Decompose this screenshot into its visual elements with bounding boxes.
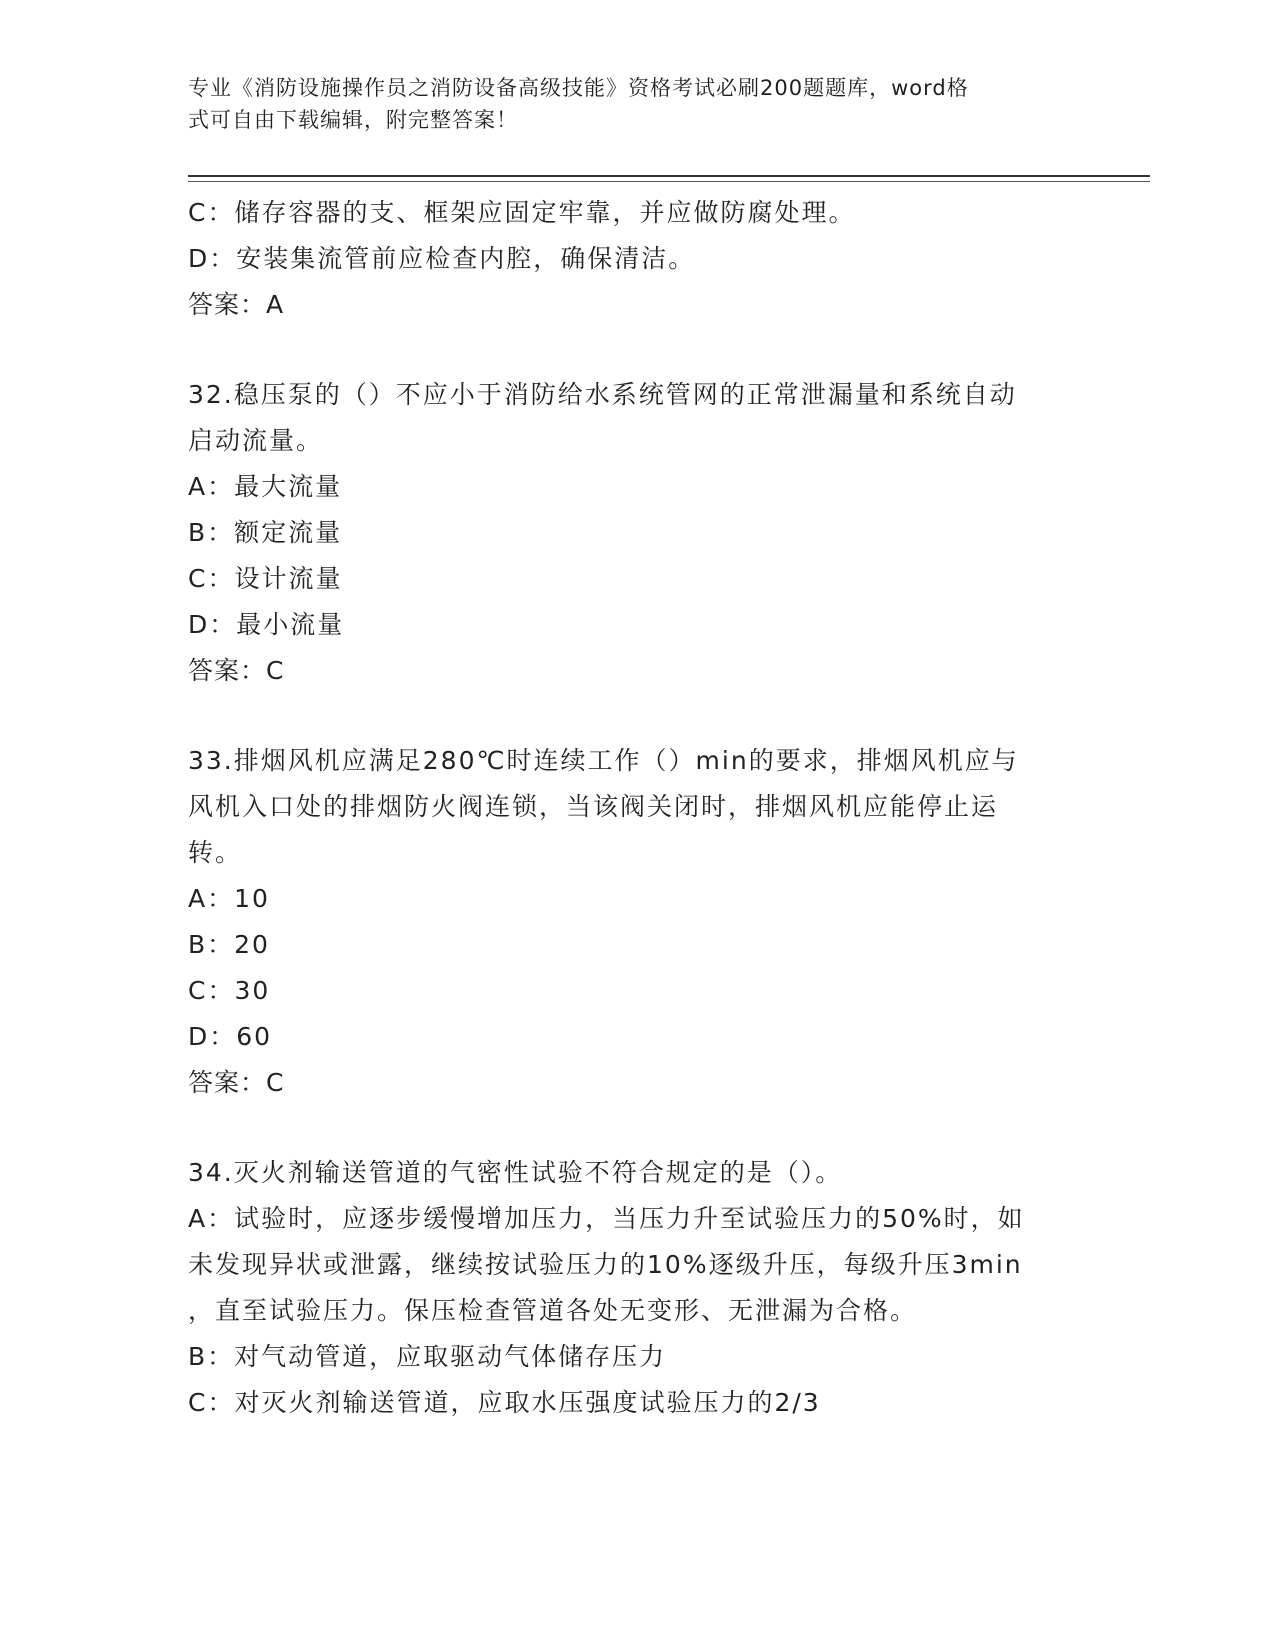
question-31-tail [188,190,1088,328]
q33-option-d: D：60 [188,1022,273,1051]
q31-answer: 答案：A [188,290,285,319]
q33-option-a: A：10 [188,884,270,913]
q32-stem-line-2: 启动流量。 [188,426,324,455]
q33-stem-line-3: 转。 [188,838,243,867]
header-line-1: 专业《消防设施操作员之消防设备高级技能》资格考试必刷200题题库，word格 [188,76,969,100]
question-spacer [188,1106,1088,1150]
header-rule-thin [188,181,1150,182]
q33-stem-line-2: 风机入口处的排烟防火阀连锁，当该阀关闭时，排烟风机应能停止运 [188,792,999,821]
q33-stem-line-1: 33.排烟风机应满足280℃时连续工作（）min的要求，排烟风机应与 [188,746,1019,775]
question-34 [188,1150,1088,1426]
q34-option-b: B：对气动管道，应取驱动气体储存压力 [188,1342,667,1371]
q34-stem-line-1: 34.灭火剂输送管道的气密性试验不符合规定的是（）。 [188,1158,843,1187]
document-header [188,72,1088,136]
header-line-2: 式可自由下载编辑，附完整答案！ [188,108,518,132]
header-rule-thick [188,175,1150,177]
question-33 [188,738,1088,1106]
q33-option-c: C：30 [188,976,271,1005]
q31-option-c: C：储存容器的支、框架应固定牢靠，并应做防腐处理。 [188,198,856,227]
question-content [188,190,1088,1426]
q34-option-a-line-3: ，直至试验压力。保压检查管道各处无变形、无泄漏为合格。 [188,1296,918,1325]
q31-option-d: D：安装集流管前应检查内腔，确保清洁。 [188,244,696,273]
q32-option-a: A：最大流量 [188,472,343,501]
q32-option-b: B：额定流量 [188,518,343,547]
question-spacer [188,328,1088,372]
q34-option-a-line-2: 未发现异状或泄露，继续按试验压力的10%逐级升压，每级升压3min [188,1250,1023,1279]
q32-option-c: C：设计流量 [188,564,343,593]
q34-option-a-line-1: A：试验时，应逐步缓慢增加压力，当压力升至试验压力的50%时，如 [188,1204,1025,1233]
q32-option-d: D：最小流量 [188,610,345,639]
q34-option-c: C：对灭火剂输送管道，应取水压强度试验压力的2/3 [188,1388,821,1417]
q33-answer: 答案：C [188,1068,285,1097]
question-32 [188,372,1088,694]
q32-stem-line-1: 32.稳压泵的（）不应小于消防给水系统管网的正常泄漏量和系统自动 [188,380,1017,409]
q33-option-b: B：20 [188,930,270,959]
q32-answer: 答案：C [188,656,285,685]
question-spacer [188,694,1088,738]
